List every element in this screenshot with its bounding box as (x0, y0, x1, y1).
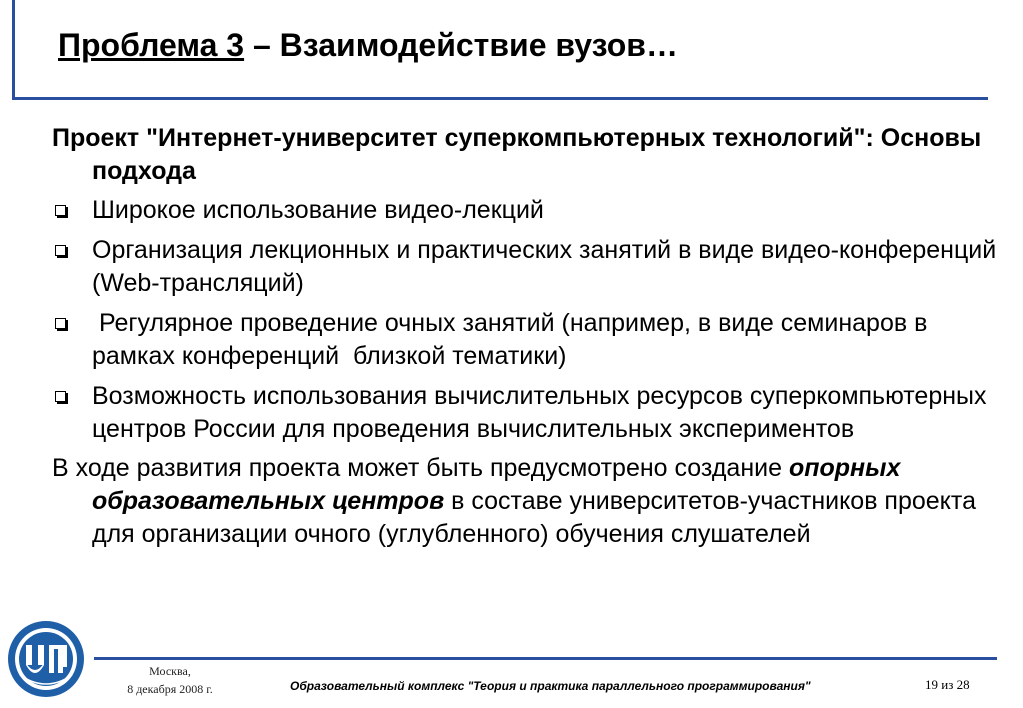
intro-heading: Проект "Интернет-университет суперкомпьютерных технологий": Основы подхода (52, 124, 982, 185)
title-left-rule (12, 0, 15, 98)
title-text: – Взаимодействие вузов… (244, 27, 678, 63)
closing-emphasis: опорных образовательных центров (92, 454, 901, 515)
checkbox-bullet-icon (55, 391, 66, 402)
bullet-text: Возможность использования вычислительных ресурсов суперкомпьютерных центров России для проведения вычислительных экспериментов (92, 382, 987, 443)
title-underline-rule (12, 97, 988, 100)
unn-logo-icon (6, 619, 86, 699)
closing-paragraph (52, 452, 1002, 551)
bullet-item (52, 234, 1002, 300)
slide-body (52, 122, 1002, 551)
bullet-text: Регулярное проведение очных занятий (например, в виде семинаров в рамках конференций близкой тематики) (92, 309, 935, 370)
footer-city: Москва, (149, 664, 191, 678)
footer-course-title: Образовательный комплекс "Теория и практика параллельного программирования" (290, 679, 811, 693)
bullet-item (52, 380, 1002, 446)
bullet-item (52, 194, 1002, 227)
title-problem-number: Проблема 3 (58, 27, 245, 63)
checkbox-bullet-icon (55, 205, 66, 216)
page-indicator: 19 из 28 (925, 677, 970, 692)
bullet-item (52, 307, 1002, 373)
slide-title (58, 27, 678, 64)
closing-text-after: в составе университетов-участников проекта для организации очного (углубленного) обучения слушателей (92, 487, 976, 548)
footer-rule (94, 657, 997, 660)
footer-date: 8 декабря 2008 г. (127, 682, 213, 696)
checkbox-bullet-icon (55, 245, 66, 256)
bullet-text: Организация лекционных и практических занятий в виде видео-конференций (Web-трансляций) (92, 236, 997, 297)
bullet-text: Широкое использование видео-лекций (92, 196, 544, 224)
checkbox-bullet-icon (55, 318, 66, 329)
closing-text-before: В ходе развития проекта может быть предусмотрено создание (52, 454, 789, 482)
